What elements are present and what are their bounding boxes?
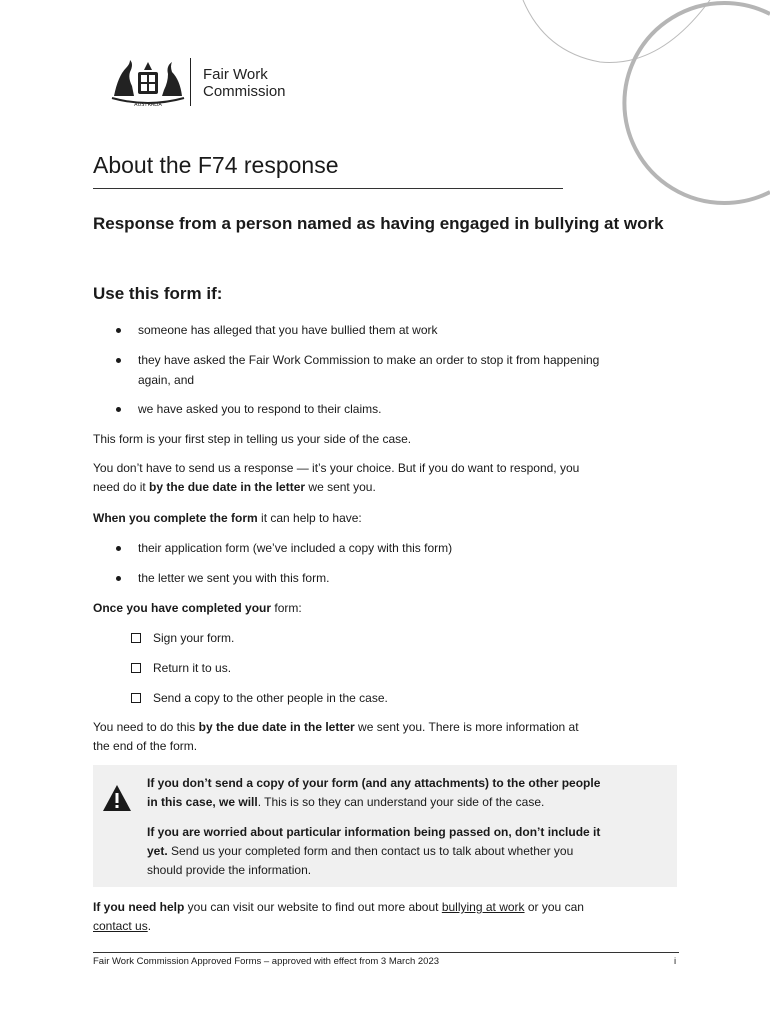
choice-line1: You don’t have to send us a response — it’s your choice. But if you do want to respond, you: [93, 461, 580, 475]
callout-p1-rest: . This is so they can understand your side of the case.: [257, 795, 545, 809]
use-bullet-2-cont: again, and: [138, 373, 195, 387]
complete-intro-bold: When you complete the form: [93, 511, 258, 525]
due-pre: You need to do this: [93, 720, 199, 734]
due-bold: by the due date in the letter: [198, 720, 355, 734]
form-subtitle: Response from a person named as having engaged in bullying at work: [93, 214, 664, 233]
callout-p1-bold-line2: in this case, we will: [147, 795, 258, 809]
callout-paragraph-2: [147, 823, 627, 880]
warning-callout: [93, 765, 677, 887]
due-paragraph: [93, 718, 683, 756]
checkbox-icon[interactable]: [131, 663, 141, 673]
checklist-label: Return it to us.: [153, 661, 232, 675]
org-name: [203, 66, 286, 100]
complete-item-1: their application form (we’ve included a copy with this form): [138, 539, 452, 558]
callout-p1-bold-line1: If you don’t send a copy of your form (and any attachments) to the other people: [147, 776, 601, 790]
coat-of-arms-icon: [108, 56, 188, 108]
contact-us-link[interactable]: contact us: [93, 919, 148, 933]
callout-paragraph-1: [147, 774, 627, 812]
checkbox-icon[interactable]: [131, 633, 141, 643]
page-title: About the F74 response: [93, 152, 563, 189]
help-text2: or you can: [524, 900, 584, 914]
page-number: i: [674, 956, 677, 967]
org-name-line2: Commission: [203, 83, 286, 100]
completed-intro-rest: form:: [271, 601, 302, 615]
choice-paragraph: [93, 459, 683, 497]
logo-divider: [190, 58, 191, 106]
use-form-heading: Use this form if:: [93, 284, 223, 303]
footer-rule: [93, 952, 679, 953]
checklist-item-send-copy[interactable]: [131, 689, 388, 708]
checklist-label: Send a copy to the other people in the case.: [153, 691, 388, 705]
due-post: we sent you. There is more information at: [354, 720, 579, 734]
bullying-at-work-link[interactable]: bullying at work: [441, 900, 525, 914]
choice-line2-post: we sent you.: [305, 480, 376, 494]
checkbox-icon[interactable]: [131, 693, 141, 703]
callout-p2-bold-line1: If you are worried about particular information being passed on, don’t include it: [147, 825, 601, 839]
complete-intro: [93, 509, 362, 528]
checklist-label: Sign your form.: [153, 631, 235, 645]
completed-intro-bold: Once you have completed your: [93, 601, 272, 615]
use-bullet-1: someone has alleged that you have bullied them at work: [138, 321, 438, 340]
help-text3: .: [147, 919, 152, 933]
org-name-line1: Fair Work: [203, 66, 268, 83]
callout-p2-bold-line2: yet.: [147, 844, 168, 858]
checklist-item-sign[interactable]: [131, 629, 234, 648]
complete-intro-rest: it can help to have:: [257, 511, 362, 525]
help-paragraph: [93, 898, 683, 936]
first-step-paragraph: This form is your first step in telling us your side of the case.: [93, 432, 412, 446]
choice-line2-pre: need do it: [93, 480, 150, 494]
checklist-item-return[interactable]: [131, 659, 231, 678]
completed-intro: [93, 599, 302, 618]
due-date-emphasis: by the due date in the letter: [149, 480, 306, 494]
warning-icon: [101, 783, 133, 813]
fair-work-commission-logo: [108, 56, 298, 108]
choice-line2: [93, 478, 683, 497]
callout-p2-rest: Send us your completed form and then contact us to talk about whether you: [167, 844, 574, 858]
callout-p2-line3: should provide the information.: [147, 863, 312, 877]
help-text1: you can visit our website to find out more about: [184, 900, 442, 914]
use-bullet-2: they have asked the Fair Work Commission to make an order to stop it from happening: [138, 351, 599, 370]
complete-item-2: the letter we sent you with this form.: [138, 569, 329, 588]
crest-motto: AUSTRALIA: [134, 102, 162, 108]
use-bullet-3: we have asked you to respond to their claims.: [138, 400, 381, 419]
due-line2: the end of the form.: [93, 739, 198, 753]
footer-text: Fair Work Commission Approved Forms – approved with effect from 3 March 2023: [93, 956, 440, 967]
help-bold: If you need help: [93, 900, 185, 914]
due-line1: [93, 718, 683, 737]
